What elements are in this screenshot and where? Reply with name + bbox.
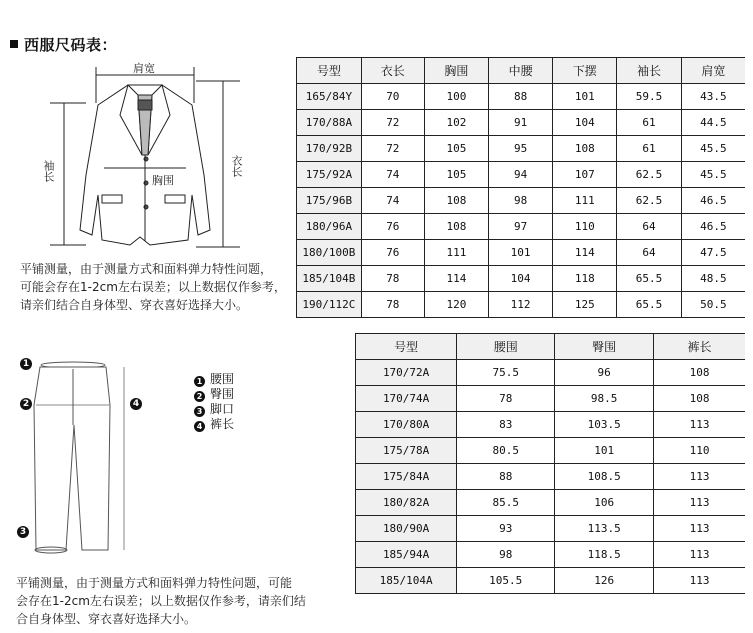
cell: 108 bbox=[553, 136, 617, 162]
table-row bbox=[297, 136, 746, 162]
legend-label: 腰围 bbox=[210, 372, 235, 386]
col-header: 袖长 bbox=[617, 58, 681, 84]
cell: 114 bbox=[553, 240, 617, 266]
cell: 98.5 bbox=[555, 386, 654, 412]
cell: 112 bbox=[489, 292, 553, 318]
cell: 61 bbox=[617, 110, 681, 136]
note-line: 平铺测量，由于测量方式和面料弹力特性问题，可能 bbox=[16, 576, 293, 590]
legend-item bbox=[194, 372, 234, 387]
table-row bbox=[356, 464, 746, 490]
cell: 108.5 bbox=[555, 464, 654, 490]
cell: 113 bbox=[654, 542, 745, 568]
cell: 45.5 bbox=[681, 162, 745, 188]
table-row bbox=[356, 386, 746, 412]
cell: 72 bbox=[361, 110, 424, 136]
cell: 103.5 bbox=[555, 412, 654, 438]
legend-item bbox=[194, 402, 234, 417]
cell: 180/82A bbox=[356, 490, 457, 516]
cell: 94 bbox=[489, 162, 553, 188]
cell: 111 bbox=[553, 188, 617, 214]
jacket-diagram bbox=[20, 55, 260, 255]
table-row bbox=[297, 84, 746, 110]
cell: 185/94A bbox=[356, 542, 457, 568]
cell: 62.5 bbox=[617, 188, 681, 214]
cell: 170/88A bbox=[297, 110, 362, 136]
cell: 111 bbox=[424, 240, 488, 266]
cell: 95 bbox=[489, 136, 553, 162]
cell: 98 bbox=[457, 542, 555, 568]
square-bullet-icon bbox=[10, 40, 18, 48]
cell: 45.5 bbox=[681, 136, 745, 162]
table-row bbox=[356, 568, 746, 594]
cell: 108 bbox=[654, 386, 745, 412]
cell: 91 bbox=[489, 110, 553, 136]
cell: 175/96B bbox=[297, 188, 362, 214]
cell: 180/100B bbox=[297, 240, 362, 266]
cell: 170/80A bbox=[356, 412, 457, 438]
table-row bbox=[297, 266, 746, 292]
cell: 43.5 bbox=[681, 84, 745, 110]
page-title bbox=[10, 34, 117, 55]
cell: 110 bbox=[654, 438, 745, 464]
cell: 125 bbox=[553, 292, 617, 318]
legend-label: 裤长 bbox=[210, 417, 235, 431]
cell: 48.5 bbox=[681, 266, 745, 292]
cell: 65.5 bbox=[617, 292, 681, 318]
cell: 97 bbox=[489, 214, 553, 240]
cell: 106 bbox=[555, 490, 654, 516]
cell: 113 bbox=[654, 568, 745, 594]
table-row bbox=[297, 110, 746, 136]
cell: 165/84Y bbox=[297, 84, 362, 110]
cell: 108 bbox=[424, 214, 488, 240]
table-row bbox=[297, 292, 746, 318]
cell: 101 bbox=[489, 240, 553, 266]
cell: 108 bbox=[654, 360, 745, 386]
cell: 64 bbox=[617, 214, 681, 240]
cell: 83 bbox=[457, 412, 555, 438]
col-header: 腰围 bbox=[457, 334, 555, 360]
title-text: 西服尺码表： bbox=[24, 36, 118, 54]
table-row bbox=[356, 438, 746, 464]
cell: 175/92A bbox=[297, 162, 362, 188]
cell: 44.5 bbox=[681, 110, 745, 136]
cell: 175/78A bbox=[356, 438, 457, 464]
table-row bbox=[356, 490, 746, 516]
cell: 72 bbox=[361, 136, 424, 162]
cell: 101 bbox=[553, 84, 617, 110]
cell: 180/90A bbox=[356, 516, 457, 542]
cell: 62.5 bbox=[617, 162, 681, 188]
cell: 74 bbox=[361, 162, 424, 188]
note-line: 平铺测量，由于测量方式和面料弹力特性问题， bbox=[20, 262, 273, 276]
pants-illustration-icon bbox=[30, 355, 140, 555]
cell: 170/92B bbox=[297, 136, 362, 162]
cell: 65.5 bbox=[617, 266, 681, 292]
number-4-icon: 4 bbox=[194, 421, 205, 432]
cell: 190/112C bbox=[297, 292, 362, 318]
cell: 170/74A bbox=[356, 386, 457, 412]
cell: 59.5 bbox=[617, 84, 681, 110]
jacket-size-table bbox=[296, 57, 745, 318]
col-header: 号型 bbox=[356, 334, 457, 360]
pants-legend bbox=[194, 372, 234, 432]
table-row bbox=[297, 240, 746, 266]
cell: 102 bbox=[424, 110, 488, 136]
cell: 175/84A bbox=[356, 464, 457, 490]
pants-measurement-note bbox=[16, 574, 336, 628]
cell: 46.5 bbox=[681, 188, 745, 214]
cell: 113.5 bbox=[555, 516, 654, 542]
cell: 113 bbox=[654, 464, 745, 490]
cell: 76 bbox=[361, 214, 424, 240]
legend-item bbox=[194, 417, 234, 432]
number-1-icon: 1 bbox=[194, 376, 205, 387]
cell: 101 bbox=[555, 438, 654, 464]
col-header: 胸围 bbox=[424, 58, 488, 84]
marker-4: 4 bbox=[130, 398, 142, 410]
col-header: 下摆 bbox=[553, 58, 617, 84]
cell: 50.5 bbox=[681, 292, 745, 318]
cell: 98 bbox=[489, 188, 553, 214]
cell: 113 bbox=[654, 490, 745, 516]
cell: 180/96A bbox=[297, 214, 362, 240]
note-line: 合自身体型、穿衣喜好选择大小。 bbox=[16, 612, 197, 626]
marker-2: 2 bbox=[20, 398, 32, 410]
cell: 88 bbox=[457, 464, 555, 490]
cell: 75.5 bbox=[457, 360, 555, 386]
number-3-icon: 3 bbox=[194, 406, 205, 417]
cell: 104 bbox=[489, 266, 553, 292]
cell: 105 bbox=[424, 162, 488, 188]
col-header: 臀围 bbox=[555, 334, 654, 360]
cell: 88 bbox=[489, 84, 553, 110]
marker-3: 3 bbox=[17, 526, 29, 538]
note-line: 请亲们结合自身体型、穿衣喜好选择大小。 bbox=[20, 298, 249, 312]
cell: 61 bbox=[617, 136, 681, 162]
table-row bbox=[356, 412, 746, 438]
jacket-illustration-icon bbox=[20, 55, 260, 255]
table-row bbox=[297, 162, 746, 188]
col-header: 号型 bbox=[297, 58, 362, 84]
cell: 74 bbox=[361, 188, 424, 214]
jacket-measurement-note bbox=[20, 260, 290, 314]
table-row bbox=[297, 214, 746, 240]
cell: 185/104B bbox=[297, 266, 362, 292]
marker-1: 1 bbox=[20, 358, 32, 370]
cell: 85.5 bbox=[457, 490, 555, 516]
cell: 76 bbox=[361, 240, 424, 266]
note-line: 会存在1-2cm左右误差；以上数据仅作参考，请亲们结 bbox=[16, 594, 306, 608]
cell: 107 bbox=[553, 162, 617, 188]
note-line: 可能会存在1-2cm左右误差；以上数据仅作参考， bbox=[20, 280, 286, 294]
cell: 78 bbox=[361, 266, 424, 292]
shoulder-label: 肩宽 bbox=[133, 62, 155, 75]
col-header: 肩宽 bbox=[681, 58, 745, 84]
cell: 100 bbox=[424, 84, 488, 110]
cell: 126 bbox=[555, 568, 654, 594]
col-header: 裤长 bbox=[654, 334, 745, 360]
cell: 93 bbox=[457, 516, 555, 542]
legend-item bbox=[194, 387, 234, 402]
cell: 78 bbox=[457, 386, 555, 412]
cell: 118 bbox=[553, 266, 617, 292]
cell: 170/72A bbox=[356, 360, 457, 386]
cell: 118.5 bbox=[555, 542, 654, 568]
cell: 185/104A bbox=[356, 568, 457, 594]
cell: 105 bbox=[424, 136, 488, 162]
cell: 105.5 bbox=[457, 568, 555, 594]
chest-label: 胸围 bbox=[152, 174, 174, 187]
cell: 96 bbox=[555, 360, 654, 386]
cell: 80.5 bbox=[457, 438, 555, 464]
cell: 110 bbox=[553, 214, 617, 240]
cell: 46.5 bbox=[681, 214, 745, 240]
cell: 64 bbox=[617, 240, 681, 266]
cell: 70 bbox=[361, 84, 424, 110]
legend-label: 脚口 bbox=[210, 402, 235, 416]
cell: 113 bbox=[654, 516, 745, 542]
cell: 108 bbox=[424, 188, 488, 214]
cell: 47.5 bbox=[681, 240, 745, 266]
col-header: 衣长 bbox=[361, 58, 424, 84]
cell: 104 bbox=[553, 110, 617, 136]
table-header-row bbox=[297, 58, 746, 84]
cell: 120 bbox=[424, 292, 488, 318]
cell: 113 bbox=[654, 412, 745, 438]
table-row bbox=[356, 516, 746, 542]
legend-label: 臀围 bbox=[210, 387, 235, 401]
number-2-icon: 2 bbox=[194, 391, 205, 402]
table-header-row bbox=[356, 334, 746, 360]
sleeve-label: 袖长 bbox=[42, 160, 55, 182]
cell: 114 bbox=[424, 266, 488, 292]
table-row bbox=[356, 542, 746, 568]
pants-diagram bbox=[30, 355, 140, 555]
table-row bbox=[356, 360, 746, 386]
col-header: 中腰 bbox=[489, 58, 553, 84]
pants-size-table bbox=[355, 333, 745, 594]
cell: 78 bbox=[361, 292, 424, 318]
table-row bbox=[297, 188, 746, 214]
length-label: 衣长 bbox=[230, 155, 243, 177]
